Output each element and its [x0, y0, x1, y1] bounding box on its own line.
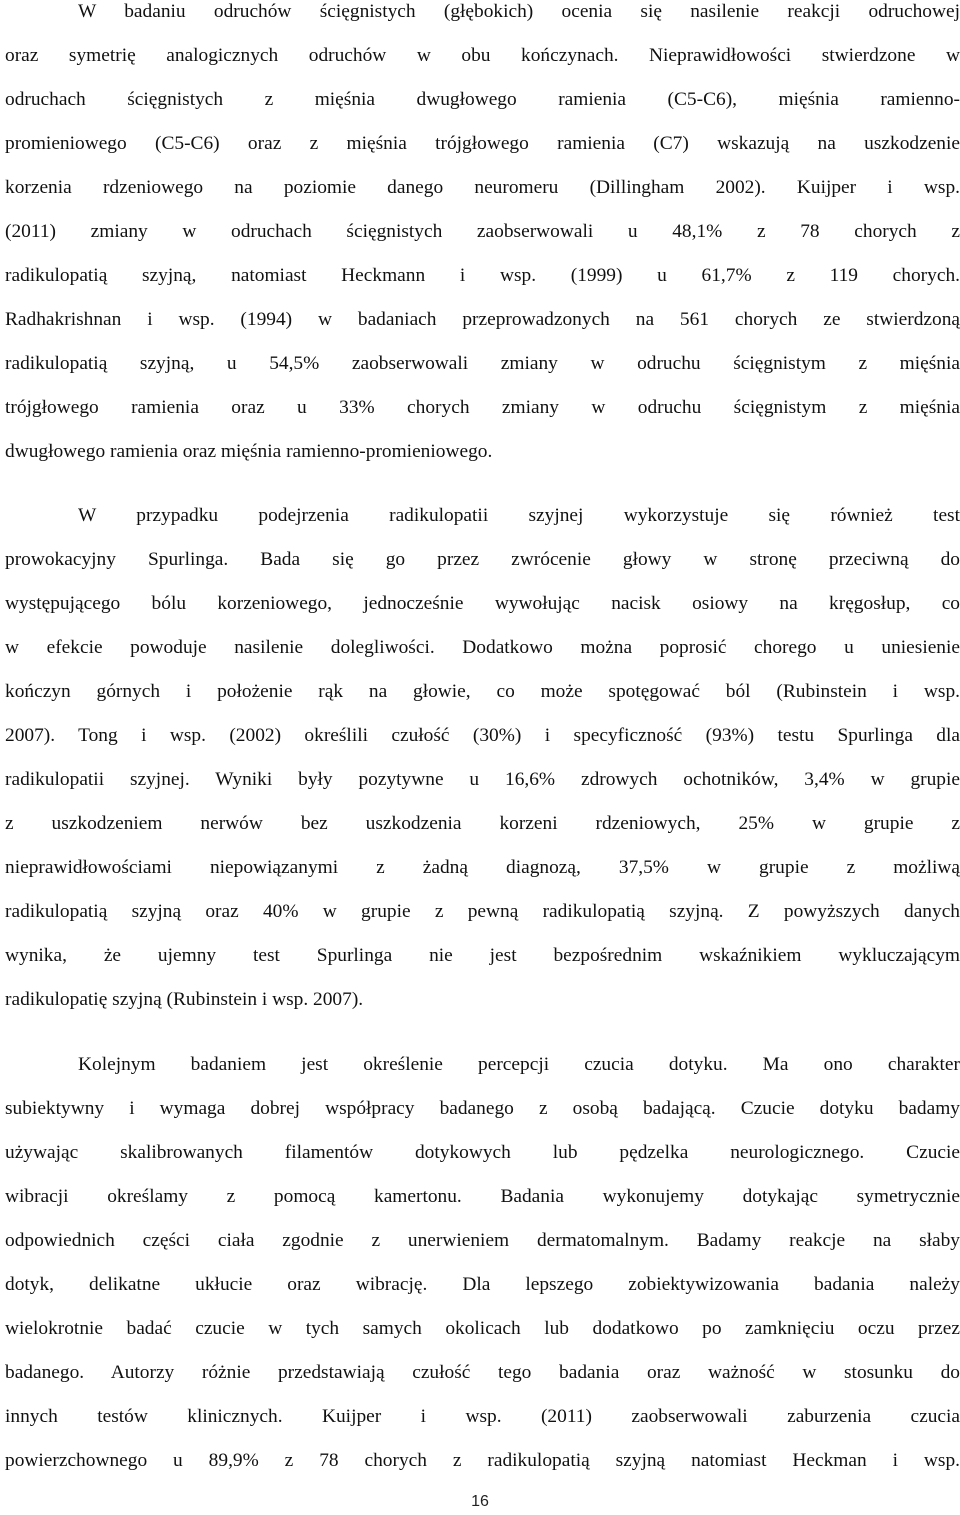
text-line: kończyn górnych i położenie rąk na głowie, co może spotęgować ból (Rubinstein i wsp.	[5, 681, 960, 702]
text-line: z uszkodzeniem nerwów bez uszkodzenia korzeni rdzeniowych, 25% w grupie z	[5, 813, 960, 834]
text-line: nieprawidłowościami niepowiązanymi z żadną diagnozą, 37,5% w grupie z możliwą	[5, 857, 960, 878]
text-line: Kolejnym badaniem jest określenie percepcji czucia dotyku. Ma ono charakter	[78, 1054, 960, 1075]
text-line: używając skalibrowanych filamentów dotykowych lub pędzelka neurologicznego. Czucie	[5, 1142, 960, 1163]
text-line: radikulopatią szyjną, u 54,5% zaobserwowali zmiany w odruchu ścięgnistym z mięśnia	[5, 353, 960, 374]
text-line: w efekcie powoduje nasilenie dolegliwości. Dodatkowo można poprosić chorego u uniesienie	[5, 637, 960, 658]
text-line: wibracji określamy z pomocą kamertonu. Badania wykonujemy dotykając symetrycznie	[5, 1186, 960, 1207]
text-line: subiektywny i wymaga dobrej współpracy badanego z osobą badającą. Czucie dotyku badamy	[5, 1098, 960, 1119]
text-line: (2011) zmiany w odruchach ścięgnistych zaobserwowali u 48,1% z 78 chorych z	[5, 221, 960, 242]
paragraph-touch-perception	[5, 1043, 960, 1483]
text-line: radikulopatią szyjną, natomiast Heckmann i wsp. (1999) u 61,7% z 119 chorych.	[5, 265, 960, 286]
page-number: 16	[471, 1493, 489, 1510]
text-line: radikulopatią szyjną oraz 40% w grupie z pewną radikulopatią szyjną. Z powyższych danych	[5, 901, 960, 922]
text-line: oraz symetrię analogicznych odruchów w obu kończynach. Nieprawidłowości stwierdzone w	[5, 45, 960, 66]
text-line: trójgłowego ramienia oraz u 33% chorych zmiany w odruchu ścięgnistym z mięśnia	[5, 397, 960, 418]
text-line: prowokacyjny Spurlinga. Bada się go przez zwrócenie głowy w stronę przeciwną do	[5, 549, 960, 570]
text-line: radikulopatię szyjną (Rubinstein i wsp. 2007).	[5, 989, 364, 1010]
text-line: W badaniu odruchów ścięgnistych (głębokich) ocenia się nasilenie reakcji odruchowej	[78, 1, 960, 22]
text-line: wynika, że ujemny test Spurlinga nie jest bezpośrednim wskaźnikiem wykluczającym	[5, 945, 960, 966]
text-line: odruchach ścięgnistych z mięśnia dwugłowego ramienia (C5-C6), mięśnia ramienno-	[5, 89, 960, 110]
text-line: badanego. Autorzy różnie przedstawiają czułość tego badania oraz ważność w stosunku do	[5, 1362, 960, 1383]
text-line: radikulopatii szyjnej. Wyniki były pozytywne u 16,6% zdrowych ochotników, 3,4% w grupie	[5, 769, 960, 790]
text-line: promieniowego (C5-C6) oraz z mięśnia trójgłowego ramienia (C7) wskazują na uszkodzenie	[5, 133, 960, 154]
text-line: występującego bólu korzeniowego, jednocześnie wywołując nacisk osiowy na kręgosłup, co	[5, 593, 960, 614]
text-line: dwugłowego ramienia oraz mięśnia ramienno-promieniowego.	[5, 441, 493, 462]
text-line: Radhakrishnan i wsp. (1994) w badaniach przeprowadzonych na 561 chorych ze stwierdzoną	[5, 309, 960, 330]
text-line: dotyk, delikatne ukłucie oraz wibrację. Dla lepszego zobiektywizowania badania należy	[5, 1274, 960, 1295]
text-line: odpowiednich części ciała zgodnie z unerwieniem dermatomalnym. Badamy reakcje na słaby	[5, 1230, 960, 1251]
text-line: powierzchownego u 89,9% z 78 chorych z radikulopatią szyjną natomiast Heckman i wsp.	[5, 1450, 960, 1471]
text-line: korzenia rdzeniowego na poziomie danego neuromeru (Dillingham 2002). Kuijper i wsp.	[5, 177, 960, 198]
text-line: W przypadku podejrzenia radikulopatii szyjnej wykorzystuje się również test	[78, 505, 960, 526]
paragraph-spurling-test	[5, 494, 960, 1022]
paragraph-tendon-reflexes	[5, 0, 960, 474]
text-line: innych testów klinicznych. Kuijper i wsp. (2011) zaobserwowali zaburzenia czucia	[5, 1406, 960, 1427]
text-line: wielokrotnie badać czucie w tych samych okolicach lub dodatkowo po zamknięciu oczu przez	[5, 1318, 960, 1339]
text-line: 2007). Tong i wsp. (2002) określili czułość (30%) i specyficzność (93%) testu Spurlinga dla	[5, 725, 960, 746]
